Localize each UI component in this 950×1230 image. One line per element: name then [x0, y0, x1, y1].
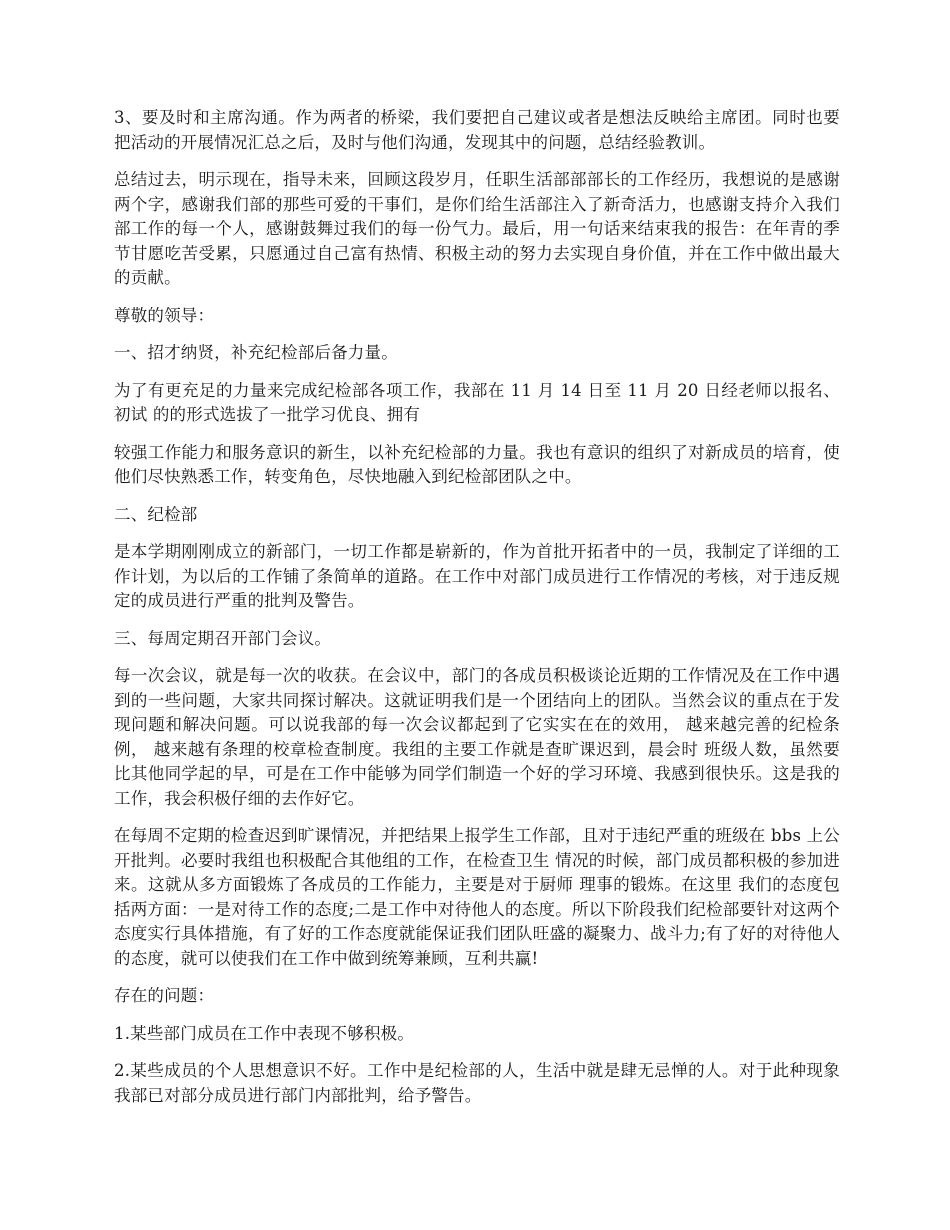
paragraph: 每一次会议，就是每一次的收获。在会议中，部门的各成员积极谈论近期的工作情况及在工作中遇到的一些问题，大家共同探讨解决。这就证明我们是一个团结向上的团队。当然会议的重点在于发现问题和解决问题。可以说我部的每一次会议都起到了它实实在在的效用， 越来越完善的纪检条例， 越来越有条理的校章检查制度。我组的主要工作就是查旷课迟到，晨会时 班级人数，虽然要比其他同学起的早，可是在工作中能够为同学们制造一个好的学习环境、我感到很快乐。这是我的工作，我会积极仔细的去作好它。 — [114, 666, 840, 808]
paragraph: 尊敬的领导： — [114, 305, 215, 325]
paragraph: 3、要及时和主席沟通。作为两者的桥梁，我们要把自己建议或者是想法反映给主席团。同时也要把活动的开展情况汇总之后，及时与他们沟通，发现其中的问题，总结经验教训。 — [114, 108, 840, 152]
paragraph: 2.某些成员的个人思想意识不好。工作中是纪检部的人，生活中就是肆无忌惮的人。对于此种现象我部已对部分成员进行部门内部批判，给予警告。 — [114, 1061, 840, 1105]
paragraph: 1.某些部门成员在工作中表现不够积极。 — [114, 1023, 415, 1043]
paragraph: 总结过去，明示现在，指导未来，回顾这段岁月，任职生活部部部长的工作经历，我想说的是感谢两个字，感谢我们部的那些可爱的干事们，是你们给生活部注入了新奇活力，也感谢支持介入我们部工作的每一个人，感谢鼓舞过我们的每一份气力。最后，用一句话来结束我的报告：在年青的季节甘愿吃苦受累，只愿通过自己富有热情、积极主动的努力去实现自身价值，并在工作中做出最大的贡献。 — [114, 170, 840, 287]
paragraph: 一、招才纳贤，补充纪检部后备力量。 — [114, 343, 398, 362]
paragraph: 三、每周定期召开部门会议。 — [114, 628, 332, 648]
paragraph: 存在的问题： — [114, 986, 215, 1005]
paragraph: 为了有更充足的力量来完成纪检部各项工作，我部在 11 月 14 日至 11 月 20 日经老师以报名、初试 的的形式选拔了一批学习优良、拥有 — [114, 380, 840, 424]
paragraph: 在每周不定期的检查迟到旷课情况，并把结果上报学生工作部，且对于违纪严重的班级在 bbs 上公开批判。必要时我组也积极配合其他组的工作，在检查卫生 情况的时候，部门成员都积极的参加进来。这就从多方面锻炼了各成员的工作能力，主要是对于厨师 理事的锻炼。在这里 我们的态度包括两方面：一是对待工作的态度;二是工作中对待他人的态度。所以下阶段我们纪检部要针对这两个态度实行具体措施，有了好的工作态度就能保证我们团队旺盛的凝聚力、战斗力;有了好的对待他人的态度，就可以使我们在工作中做到统筹兼顾，互利共赢! — [114, 826, 840, 968]
paragraph: 是本学期刚刚成立的新部门，一切工作都是崭新的，作为首批开拓者中的一员，我制定了详细的工作计划，为以后的工作铺了条简单的道路。在工作中对部门成员进行工作情况的考核，对于违反规定的成员进行严重的批判及警告。 — [114, 542, 840, 610]
paragraph: 二、纪检部 — [114, 504, 198, 524]
paragraph: 较强工作能力和服务意识的新生，以补充纪检部的力量。我也有意识的组织了对新成员的培育，使他们尽快熟悉工作，转变角色，尽快地融入到纪检部团队之中。 — [114, 442, 840, 486]
document-body — [114, 106, 840, 1121]
